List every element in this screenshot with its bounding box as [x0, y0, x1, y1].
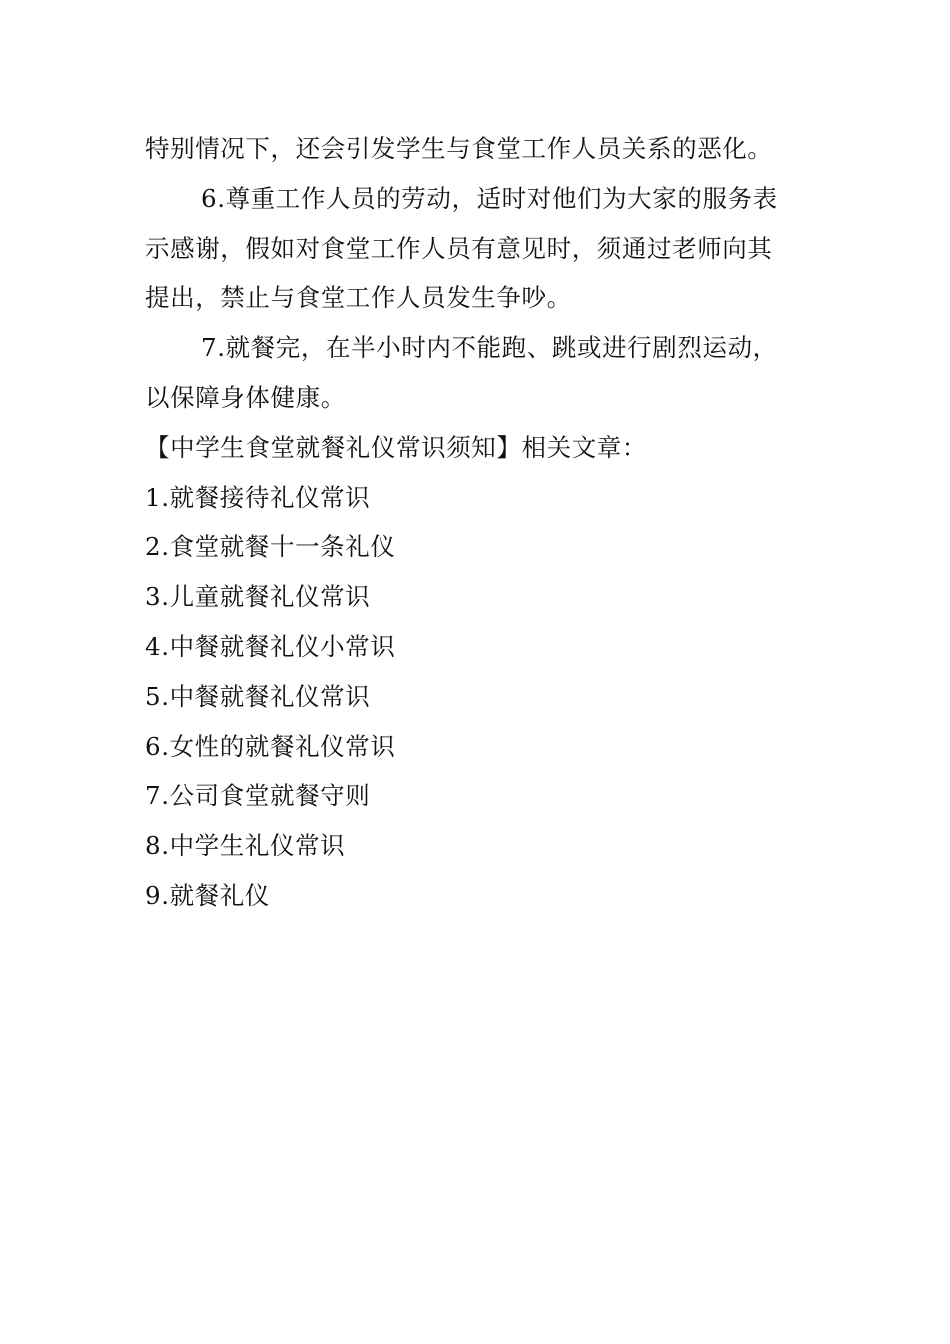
rule-6-line: 6.尊重工作人员的劳动，适时对他们为大家的服务表 [201, 183, 778, 213]
related-article-link[interactable]: 2.食堂就餐十一条礼仪 [145, 532, 396, 562]
rule-7-line: 7.就餐完，在半小时内不能跑、跳或进行剧烈运动， [201, 333, 778, 363]
related-article-link[interactable]: 1.就餐接待礼仪常识 [145, 482, 371, 512]
paragraph-line: 特别情况下，还会引发学生与食堂工作人员关系的恶化。 [145, 134, 773, 163]
related-article-link[interactable]: 5.中餐就餐礼仪常识 [145, 681, 371, 711]
related-article-link[interactable]: 3.儿童就餐礼仪常识 [145, 582, 371, 612]
related-article-link[interactable]: 4.中餐就餐礼仪小常识 [145, 631, 396, 661]
document-body [145, 124, 815, 921]
related-article-link[interactable]: 7.公司食堂就餐守则 [145, 781, 371, 811]
rule-7-line: 以保障身体健康。 [145, 382, 346, 412]
related-article-link[interactable]: 9.就餐礼仪 [145, 880, 270, 910]
rule-6-line: 示感谢，假如对食堂工作人员有意见时，须通过老师向其 [145, 233, 773, 263]
related-articles-heading: 【中学生食堂就餐礼仪常识须知】相关文章： [145, 432, 647, 462]
related-article-link[interactable]: 6.女性的就餐礼仪常识 [145, 731, 396, 761]
rule-6-line: 提出，禁止与食堂工作人员发生争吵。 [145, 283, 572, 313]
related-article-link[interactable]: 8.中学生礼仪常识 [145, 831, 346, 861]
